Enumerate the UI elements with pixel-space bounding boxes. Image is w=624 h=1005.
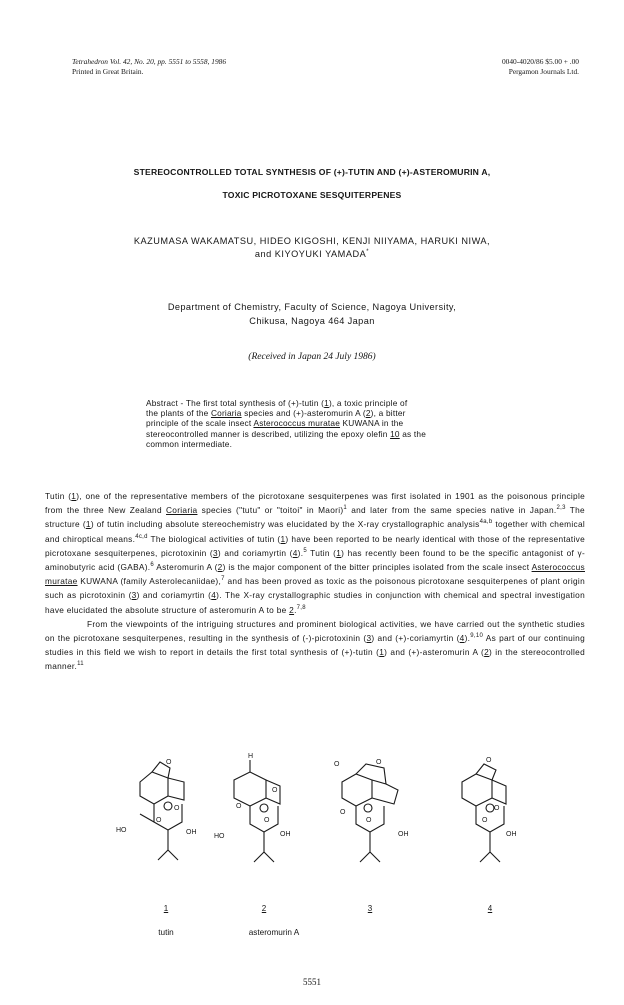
s2-atom: O [264,817,270,824]
s2-atom: HO [214,833,225,840]
s4-atom: OH [506,831,517,838]
abstract-line: stereocontrolled manner is described, utilizing the epoxy olefin 10 as the [146,428,427,439]
publisher: Pergamon Journals Ltd. [508,67,579,76]
abstract-line: Abstract - The first total synthesis of (+)-tutin (1), a toxic principle of [146,398,408,408]
authors-line-1: KAZUMASA WAKAMATSU, HIDEO KIGOSHI, KENJI NIIYAMA, HARUKI NIWA, [133,236,491,246]
authors-last: and KIYOYUKI YAMADA [254,249,367,259]
journal-citation: Tetrahedron Vol. 42, No. 20, pp. 5551 to 5558, 1986 [72,57,227,66]
structure-3-drawing [342,764,398,862]
paper-title-line-2: TOXIC PICROTOXANE SESQUITERPENES [222,190,402,200]
s3-atom: O [366,817,372,824]
s1-atom: O [166,759,172,766]
paragraph-1: Tutin (1), one of the representative members of the picrotoxane sesquiterpenes was first isolated in 1901 as the poisonous principle from the three New Zealand Coriaria species ("tutu" or "toitoi" in Maori)$^1$ and later from the same species native in Japan.$^{2,3}$ The structure (1) of tutin including absolute stereochemistry was elucidated by the X-ray crystallographic analysis$^{4a,b}$ together with chemical and chiroptical means.$^{4c,d}$ The biological activities of tutin (1) have been reported to be nearly identical with those of the representative picrotoxane sesquiterpenes, picrotoxinin (3) and coriamyrtin (4).$^5$ Tutin (1) has recently been found to be the specific antagonist of γ-aminobutyric acid (GABA).$^6$ Asteromurin A (2) is the major component of the bitter principles isolated from the scale insect Asterococcus muratae KUWANA (family Asterolecaniidae),$^7$ and has been proved as toxic as the poisonous picrotoxane sesquiterpenes of plant origin such as picrotoxinin (3) and coriamyrtin (4). The X-ray crystallographic studies in conjunction with chemical and spectral investigation have elucidated the absolute structure of asteromurin A to be 2.$^{7,8}$ [45,491,586,615]
compound-number-2: 2 [261,904,267,913]
paper-title-line-1: STEREOCONTROLLED TOTAL SYNTHESIS OF (+)-TUTIN AND (+)-ASTEROMURIN A, [133,167,491,177]
s2-atom: OH [280,831,291,838]
page-number: 5551 [303,977,321,987]
s1-atom: O [156,817,162,824]
author-list [0,235,624,261]
printed-in: Printed in Great Britain. [72,67,144,76]
structure-drawings [0,752,624,952]
abstract-line: the plants of the Coriaria species and (+)-asteromurin A (2), a bitter [146,408,406,419]
issn-price: 0040-4020/86 $5.00 + .00 [501,57,579,66]
paragraph-2: From the viewpoints of the intriguing structures and prominent biological activities, we have carried out the synthetic studies on the picrotoxane sesquiterpenes, resulting in the synthesis of (-)-picrotoxinin (3) and (+)-coriamyrtin (4).$^{9,10}$ As part of our continuing studies in this field we wish to report in details the first total synthesis of (+)-tutin (1) and (+)-asteromurin A (2) in the stereocontrolled manner.$^{11}$ [45,618,586,672]
s2-atom: O [236,803,242,810]
s1-atom: HO [116,827,127,834]
compound-name-asteromurin: asteromurin A [248,928,300,937]
authors-line-2 [0,248,624,261]
s1-atom: O [174,805,180,812]
abstract-line: common intermediate. [146,438,233,449]
body-text [45,489,585,674]
s3-atom: O [376,759,382,766]
s4-atom: O [486,757,492,764]
compound-number-1: 1 [163,904,169,913]
s4-atom: O [482,817,488,824]
compound-number-3: 3 [367,904,373,913]
corresponding-mark: * [366,248,370,255]
abstract [146,398,506,449]
abstract-line: principle of the scale insect Asterococcus muratae KUWANA in the [146,418,404,429]
s1-atom: OH [186,829,197,836]
s2-atom: O [272,787,278,794]
s2-atom: H [248,753,254,760]
s3-atom: OH [398,831,409,838]
structure-figure [0,752,624,952]
s4-atom: O [494,805,500,812]
running-header-left [72,57,226,77]
affiliation-line-2: Chikusa, Nagoya 464 Japan [249,316,375,326]
compound-number-4: 4 [487,904,493,913]
s3-atom: O [334,761,340,768]
affiliation [0,300,624,328]
structure-4-drawing [462,764,506,862]
compound-name-tutin: tutin [158,928,174,937]
running-header-right [502,57,579,77]
s3-atom: O [340,809,346,816]
structure-2-drawing [234,760,280,862]
received-date: (Received in Japan 24 July 1986) [248,352,376,362]
affiliation-line-1: Department of Chemistry, Faculty of Science, Nagoya University, [167,302,457,312]
